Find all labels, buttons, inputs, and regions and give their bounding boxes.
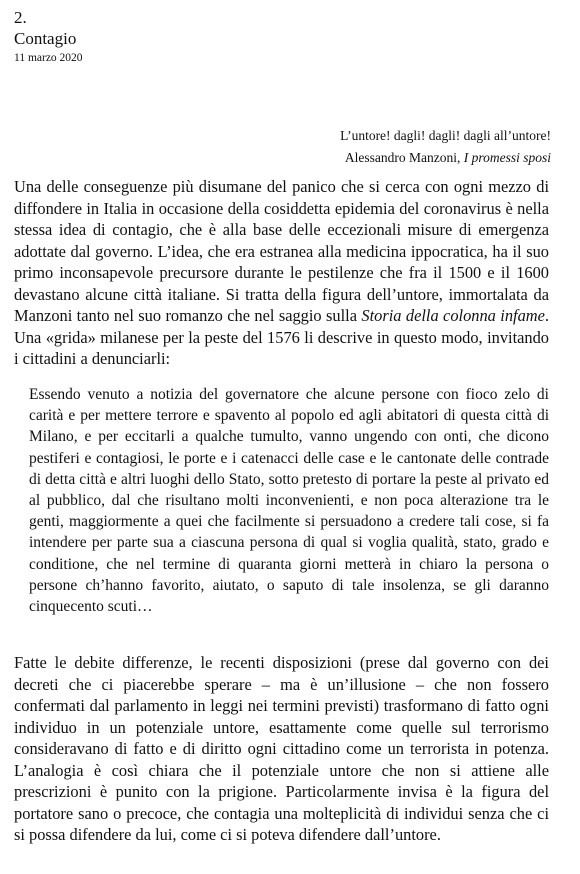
paragraph-1-text-a: Una delle conseguenze più disumane del panico che si cerca con ogni mezzo di diffondere in Italia in occasione della cosiddetta epidemia del coronavirus è nella stessa idea di contagio, che è alla base delle eccezionali misure di emergenza adottate dal governo. L’idea, che era estranea alla medicina ippocratica, ha il suo primo inconsapevole precursore durante le pestilenze che fra il 1500 e il 1600 devastano alcune città italiane. Si tratta della figura dell’untore, immortalata da Manzoni tanto nel suo romanzo che nel saggio sulla — [14, 177, 549, 325]
paragraph-1-italic-title: Storia della colonna infame — [361, 306, 545, 325]
chapter-title: Contagio — [14, 29, 77, 48]
block-quote: Essendo venuto a notizia del governatore che alcune persone con fioco zelo di carità e per mettere terrore e spavento al popolo ed agli abitatori di questa città di Milano, e per eccitarli a qualche tumulto, vanno ungendo con onti, che dicono pestiferi e contagiosi, le porte e i catenacci delle case e le cantonate delle contrade di detta città e altri luoghi dello Stato, sotto pretesto di portare la peste al privato ed al pubblico, dal che risultano molti inconvenienti, e non poca alterazione tra le genti, maggiormente a quei che facilmente si persuadono a credere tali cose, si fa intendere per parte sua a ciascuna persona di qual si voglia qualità, stato, grado e conditione, che nel termine di quaranta giorni metterà in chiaro la persona o persone ch’hanno favorito, aiutato, o saputo di tale insolenza, se gli daranno cinquecento scuti… — [29, 386, 549, 616]
epigraph-attribution — [340, 147, 551, 169]
epigraph — [340, 125, 551, 169]
chapter-date: 11 marzo 2020 — [14, 52, 83, 64]
body-paragraph-1 — [14, 176, 549, 370]
paragraph-1-text-b: . Una «grida» milanese per la peste del 1576 li descrive in questo modo, invitando i cittadini a denunciarli: — [14, 306, 549, 368]
epigraph-author: Alessandro Manzoni, — [344, 150, 464, 165]
epigraph-quote: L’untore! dagli! dagli! dagli all’untore! — [340, 128, 551, 143]
chapter-number: 2. — [14, 8, 27, 27]
epigraph-work-title: I promessi sposi — [463, 150, 551, 165]
body-paragraph-2: Fatte le debite differenze, le recenti disposizioni (prese dal governo con dei decreti che ci piacerebbe sperare – ma è un’illusione – che non fossero confermati dal parlamento in leggi nei termini previsti) trasformano di fatto ogni individuo in un potenziale untore, esattamente come quelle sul terrorismo consideravano di fatto e di diritto ogni cittadino come un terrorista in potenza. L’analogia è così chiara che il potenziale untore che non si attiene alle prescrizioni è punito con la prigione. Particolarmente invisa è la figura del portatore sano o precoce, che contagia una molteplicità di individui senza che ci si possa difendere da lui, come ci si poteva difendere dall’untore. — [14, 653, 549, 844]
